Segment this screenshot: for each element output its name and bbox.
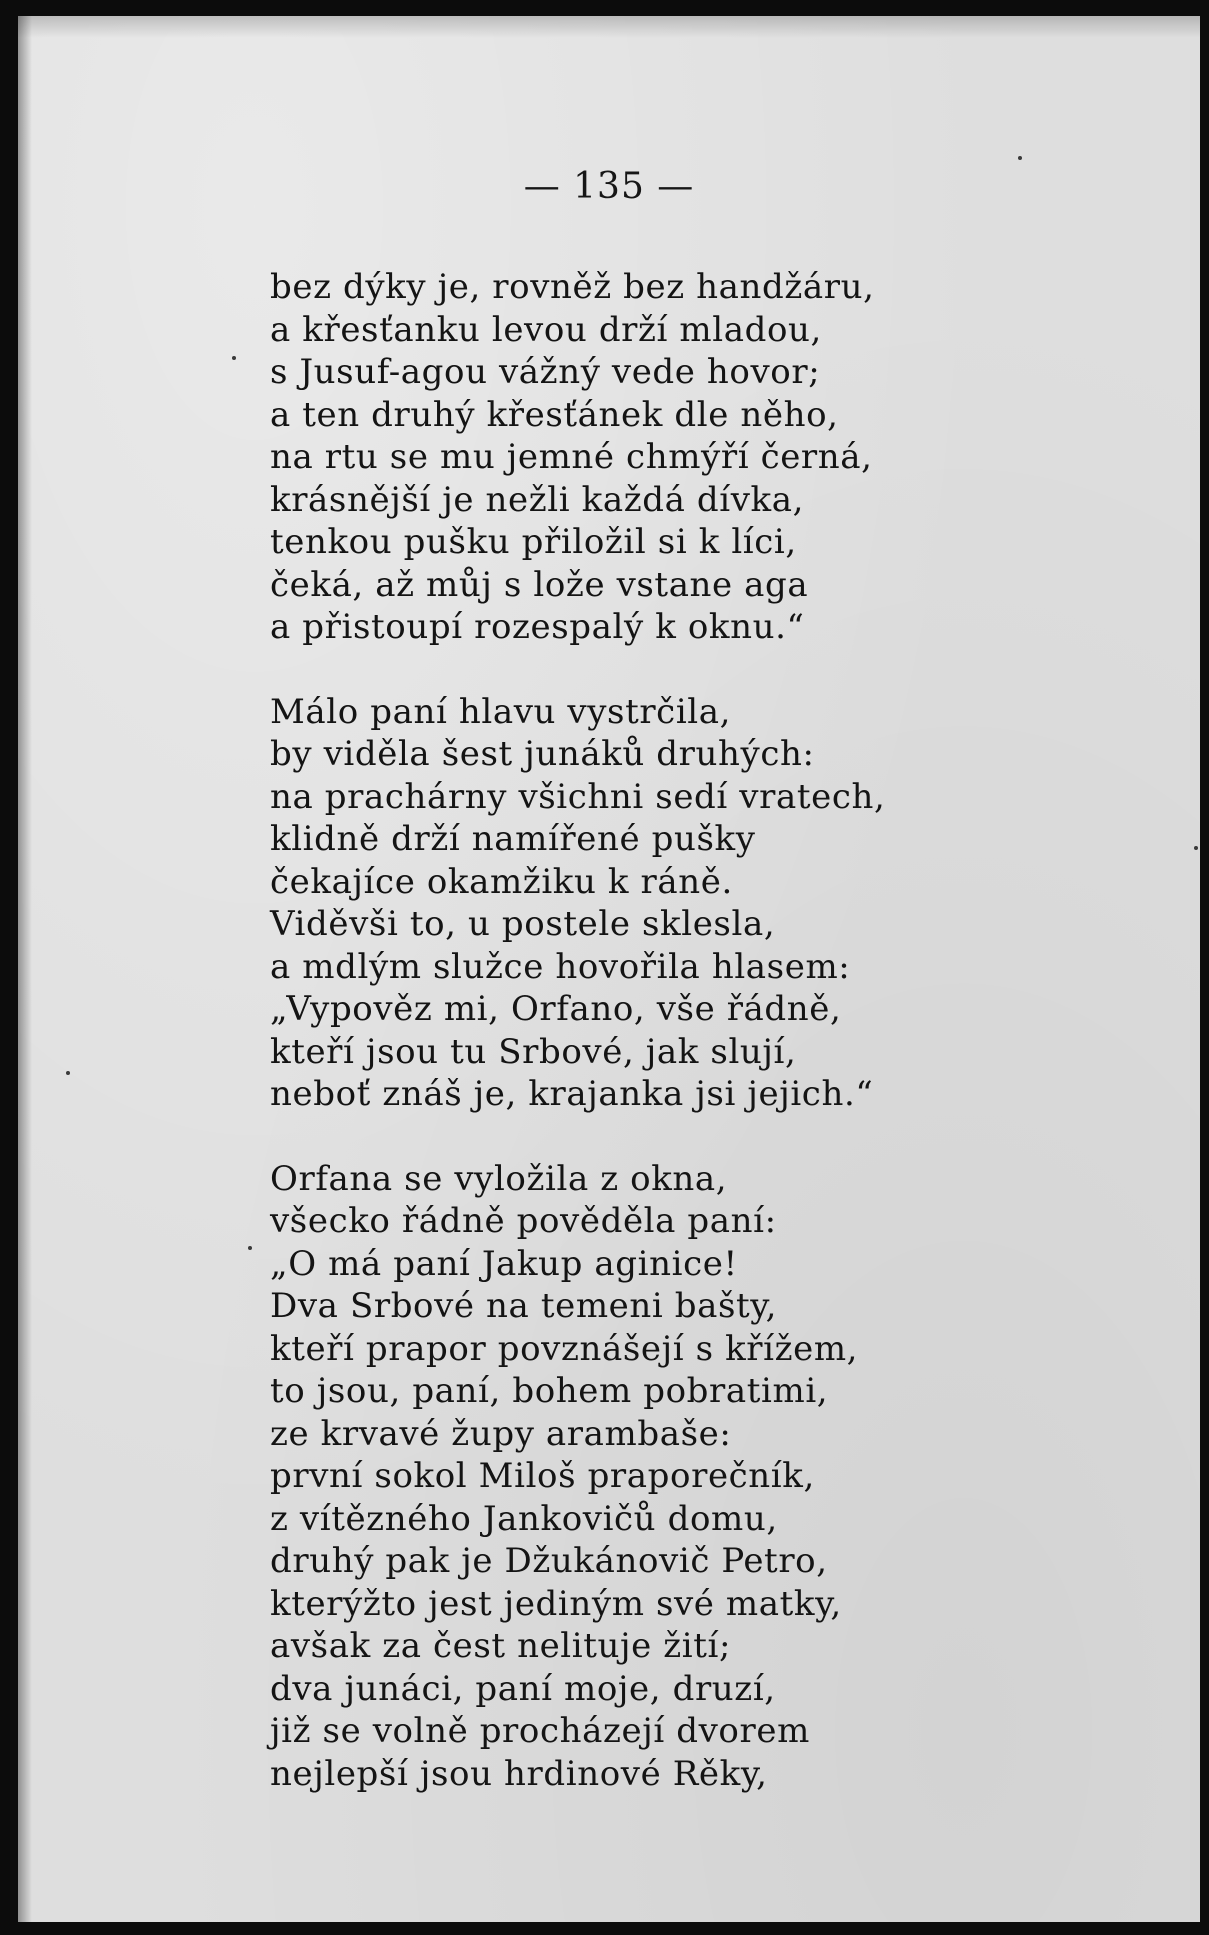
ink-speck [66, 1071, 70, 1075]
stanza-3 [270, 1158, 885, 1796]
verse-line: klidně drží namířené pušky [270, 819, 756, 859]
verse-line: to jsou, paní, bohem pobratimi, [270, 1371, 829, 1411]
verse-line: „Vypověz mi, Orfano, vše řádně, [270, 989, 842, 1029]
binding-shadow [18, 16, 32, 1922]
verse-line: a křesťanku levou drží mladou, [270, 309, 822, 350]
verse-line: by viděla šest junáků druhých: [270, 734, 815, 774]
verse-line: čeká, až můj s lože vstane aga [270, 564, 809, 605]
verse-line: kteří jsou tu Srbové, jak slují, [270, 1031, 797, 1072]
ink-speck [1194, 846, 1198, 850]
ink-speck [1018, 156, 1022, 160]
verse-line: již se volně procházejí dvorem [270, 1711, 810, 1751]
poem-text [270, 266, 885, 1837]
verse-line: dva junáci, paní moje, druzí, [270, 1668, 776, 1709]
verse-line: „O má paní Jakup aginice! [270, 1243, 738, 1284]
stanza-2 [270, 691, 885, 1116]
verse-line: Viděvši to, u postele sklesla, [270, 904, 776, 944]
verse-line: čekajíce okamžiku k ráně. [270, 861, 733, 902]
verse-line: a mdlým služce hovořila hlasem: [270, 946, 851, 987]
top-edge-shadow [18, 16, 1200, 38]
verse-line: Dva Srbové na temeni bašty, [270, 1286, 778, 1326]
page-number: — 135 — [523, 166, 695, 207]
verse-line: druhý pak je Džukánovič Petro, [270, 1541, 828, 1581]
scanned-page [18, 16, 1200, 1922]
verse-line: na prachárny všichni sedí vratech, [270, 776, 886, 817]
stanza-1 [270, 266, 885, 649]
verse-line: a ten druhý křesťánek dle něho, [270, 394, 839, 435]
verse-line: a přistoupí rozespalý k oknu.“ [270, 607, 805, 647]
ink-speck [232, 356, 236, 360]
verse-line: Orfana se vyložila z okna, [270, 1158, 728, 1199]
verse-line: ze krvavé župy arambaše: [270, 1413, 732, 1454]
verse-line: kterýžto jest jediným své matky, [270, 1583, 842, 1624]
verse-line: bez dýky je, rovněž bez handžáru, [270, 267, 875, 307]
verse-line: tenkou pušku přiložil si k líci, [270, 522, 797, 562]
verse-line: z vítězného Jankovičů domu, [270, 1498, 778, 1539]
verse-line: všecko řádně pověděla paní: [270, 1201, 777, 1241]
verse-line: s Jusuf-agou vážný vede hovor; [270, 352, 821, 392]
verse-line: avšak za čest nelituje žití; [270, 1626, 732, 1666]
verse-line: na rtu se mu jemné chmýří černá, [270, 437, 873, 477]
ink-speck [248, 1246, 252, 1250]
verse-line: Málo paní hlavu vystrčila, [270, 691, 732, 732]
verse-line: krásnější je nežli každá dívka, [270, 479, 804, 520]
verse-line: neboť znáš je, krajanka jsi jejich.“ [270, 1074, 874, 1114]
verse-line: kteří prapor povznášejí s křížem, [270, 1328, 859, 1369]
verse-line: nejlepší jsou hrdinové Rěky, [270, 1753, 768, 1794]
verse-line: první sokol Miloš praporečník, [270, 1456, 815, 1496]
